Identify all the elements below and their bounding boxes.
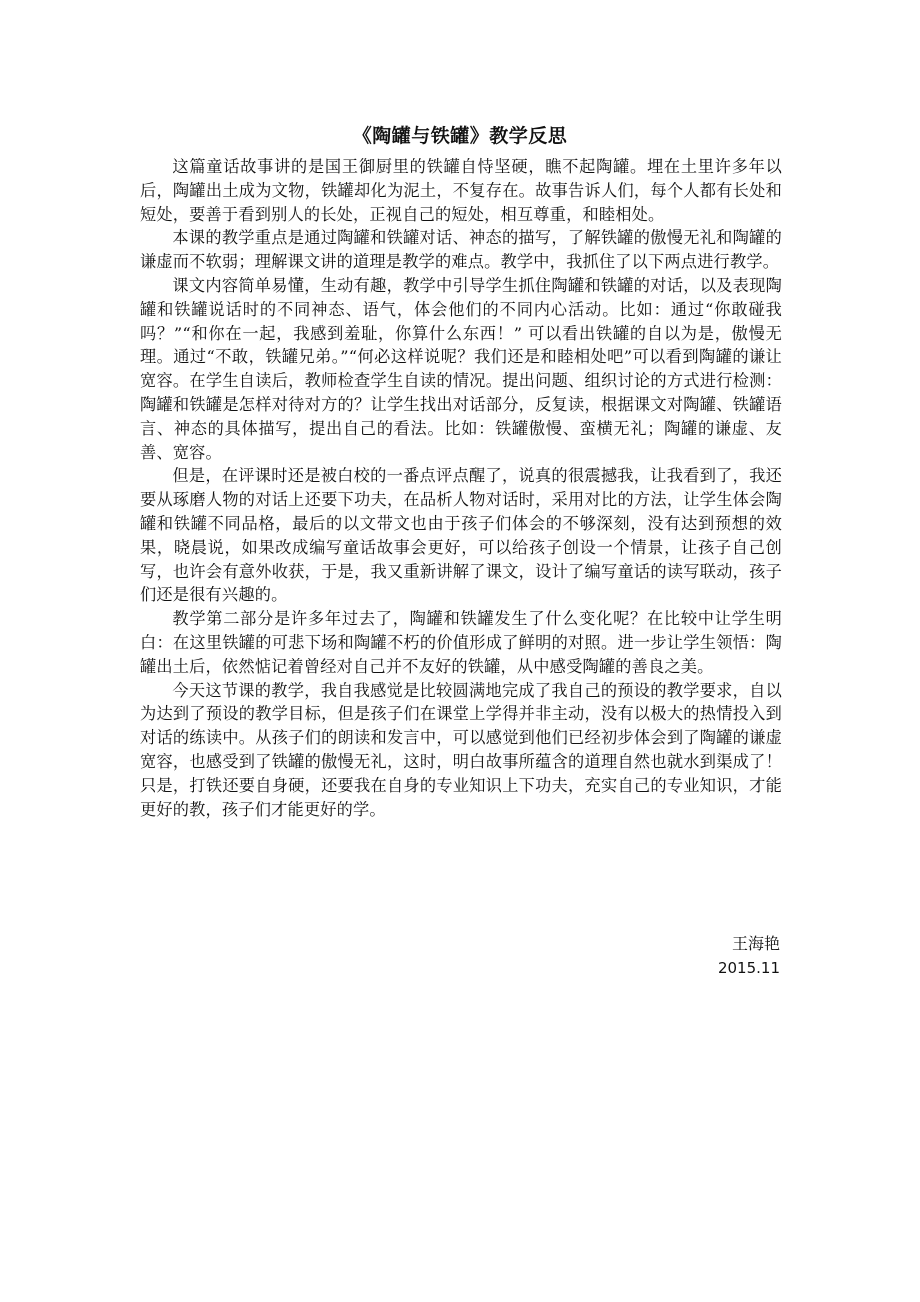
author-name: 王海艳	[731, 934, 780, 953]
paragraph: 教学第二部分是许多年过去了，陶罐和铁罐发生了什么变化呢？在比较中让学生明白：在这里铁罐的可悲下场和陶罐不朽的价值形成了鲜明的对照。进一步让学生领悟：陶罐出土后，依然惦记着曾经对自己并不友好的铁罐，从中感受陶罐的善良之美。	[140, 609, 782, 676]
paragraph: 今天这节课的教学，我自我感觉是比较圆满地完成了我自己的预设的教学要求，自以为达到了预设的教学目标，但是孩子们在课堂上学得并非主动，没有以极大的热情投入到对话的练读中。从孩子们的朗读和发言中，可以感觉到他们已经初步体会到了陶罐的谦虚宽容，也感受到了铁罐的傲慢无礼，这时，明白故事所蕴含的道理自然也就水到渠成了！只是，打铁还要自身硬，还要我在自身的专业知识上下功夫，充实自己的专业知识，才能更好的教，孩子们才能更好的学。	[140, 680, 782, 819]
paragraph: 课文内容简单易懂，生动有趣，教学中引导学生抓住陶罐和铁罐的对话，以及表现陶罐和铁罐说话时的不同神态、语气，体会他们的不同内心活动。比如：通过“你敢碰我吗？”“和你在一起，我感到羞耻，你算什么东西！” 可以看出铁罐的自以为是，傲慢无理。通过“不敢，铁罐兄弟。”“何必这样说呢？我们还是和睦相处吧”可以看到陶罐的谦让宽容。在学生自读后，教师检查学生自读的情况。提出问题、组织讨论的方式进行检测：陶罐和铁罐是怎样对待对方的？让学生找出对话部分，反复读，根据课文对陶罐、铁罐语言、神态的具体描写，提出自己的看法。比如：铁罐傲慢、蛮横无礼；陶罐的谦虚、友善、宽容。	[140, 275, 782, 462]
paragraph: 本课的教学重点是通过陶罐和铁罐对话、神态的描写，了解铁罐的傲慢无礼和陶罐的谦虚而不软弱；理解课文讲的道理是教学的难点。教学中，我抓住了以下两点进行教学。	[140, 228, 782, 272]
paragraph: 但是，在评课时还是被白校的一番点评点醒了，说真的很震撼我，让我看到了，我还要从琢磨人物的对话上还要下功夫，在品析人物对话时，采用对比的方法，让学生体会陶罐和铁罐不同品格，最后的以文带文也由于孩子们体会的不够深刻，没有达到预想的效果，晓晨说，如果改成编写童话故事会更好，可以给孩子创设一个情景，让孩子自己创写，也许会有意外收获，于是，我又重新讲解了课文，设计了编写童话的读写联动，孩子们还是很有兴趣的。	[140, 466, 782, 605]
paragraph: 这篇童话故事讲的是国王御厨里的铁罐自恃坚硬，瞧不起陶罐。埋在土里许多年以后，陶罐出土成为文物，铁罐却化为泥土，不复存在。故事告诉人们，每个人都有长处和短处，要善于看到别人的长处，正视自己的短处，相互尊重，和睦相处。	[140, 157, 782, 224]
document-title: 《陶罐与铁罐》教学反思	[352, 125, 568, 147]
document-date: 2015.11	[717, 959, 780, 977]
signature-block	[718, 932, 780, 980]
document-body	[140, 155, 782, 821]
